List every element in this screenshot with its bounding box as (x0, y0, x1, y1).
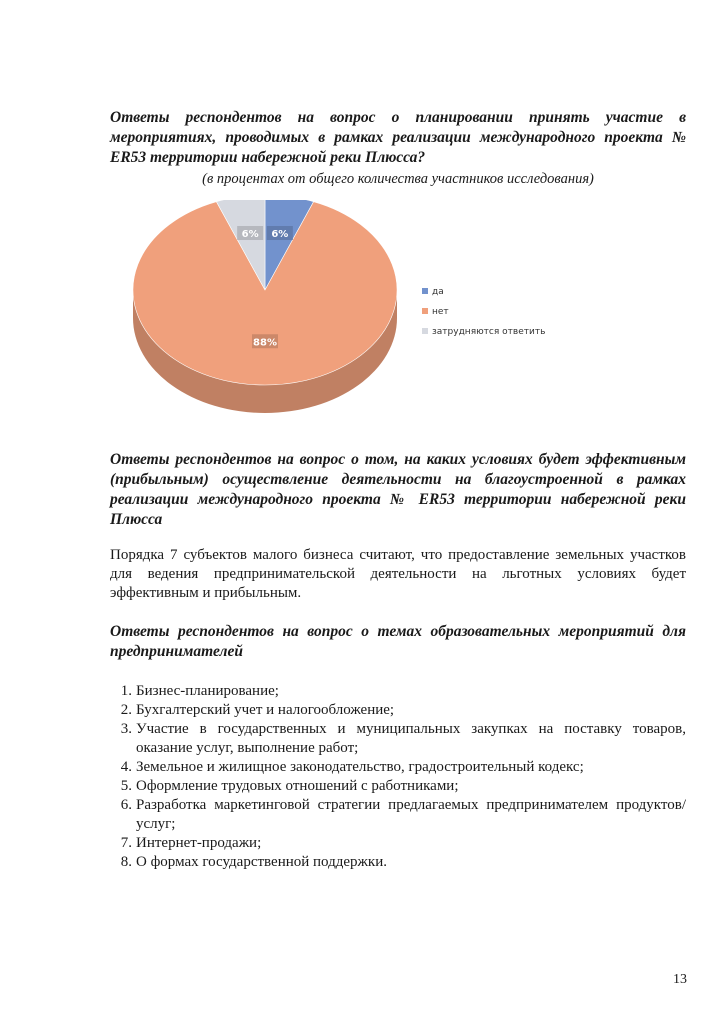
list-item (110, 682, 686, 701)
list-item-number: 8. (120, 854, 132, 870)
list-item-text: Разработка маркетинговой стратегии предлагаемых предпринимателем продуктов/услуг; (136, 797, 686, 832)
list-item-number: 4. (120, 759, 132, 775)
legend-entry-0: да (432, 287, 444, 297)
q1-subtitle: (в процентах от общего количества участников исследования) (202, 171, 594, 187)
list-item-number: 3. (120, 721, 132, 737)
list-item-number: 7. (120, 835, 132, 851)
list-item-text: Бухгалтерский учет и налогообложение; (136, 702, 395, 718)
list-item-text: Оформление трудовых отношений с работниками; (136, 778, 459, 794)
list-item-text: Бизнес-планирование; (136, 683, 279, 699)
q2-answer: Порядка 7 субъектов малого бизнеса считают, что предоставление земельных участков для ведения предпринимательской деятельности на льготных условиях будет эффективным и прибыльным. (110, 547, 686, 601)
list-item-text: Земельное и жилищное законодательство, градостроительный кодекс; (136, 759, 584, 775)
q1-heading: Ответы респондентов на вопрос о планировании принять участие в мероприятиях, проводимых в рамках реализации международного проекта № ER53 территории набережной реки Плюсса? (110, 109, 686, 166)
pie-chart (120, 200, 580, 430)
pie-legend (422, 287, 545, 337)
page-number: 13 (673, 972, 687, 987)
pie-label-0: 6% (271, 229, 289, 241)
legend-swatch-0 (422, 288, 428, 294)
list-item-number: 6. (120, 797, 132, 813)
list-item-number: 5. (120, 778, 132, 794)
list-item (110, 834, 686, 853)
topics-list (110, 682, 686, 872)
legend-swatch-2 (422, 328, 428, 334)
pie-label-2: 6% (241, 229, 259, 241)
list-item (110, 720, 686, 758)
list-item (110, 758, 686, 777)
list-item (110, 701, 686, 720)
list-item-number: 1. (120, 683, 132, 699)
legend-entry-2: затрудняются ответить (432, 327, 546, 337)
list-item-text: О формах государственной поддержки. (136, 854, 387, 870)
list-item (110, 777, 686, 796)
pie-label-1: 88% (253, 337, 277, 349)
pie-top (133, 200, 397, 385)
legend-entry-1: нет (432, 307, 449, 317)
list-item (110, 853, 686, 872)
legend-swatch-1 (422, 308, 428, 314)
q3-heading: Ответы респондентов на вопрос о темах образовательных мероприятий для предпринимателей (110, 623, 686, 660)
list-item (110, 796, 686, 834)
q2-heading: Ответы респондентов на вопрос о том, на каких условиях будет эффективным (прибыльным) осуществление деятельности на благоустроенной в рамках реализации международного проекта № ER53 территории набережной реки Плюсса (110, 451, 686, 528)
list-item-text: Участие в государственных и муниципальных закупках на поставку товаров, оказание услуг, выполнение работ; (136, 721, 686, 756)
list-item-number: 2. (120, 702, 132, 718)
list-item-text: Интернет-продажи; (136, 835, 262, 851)
